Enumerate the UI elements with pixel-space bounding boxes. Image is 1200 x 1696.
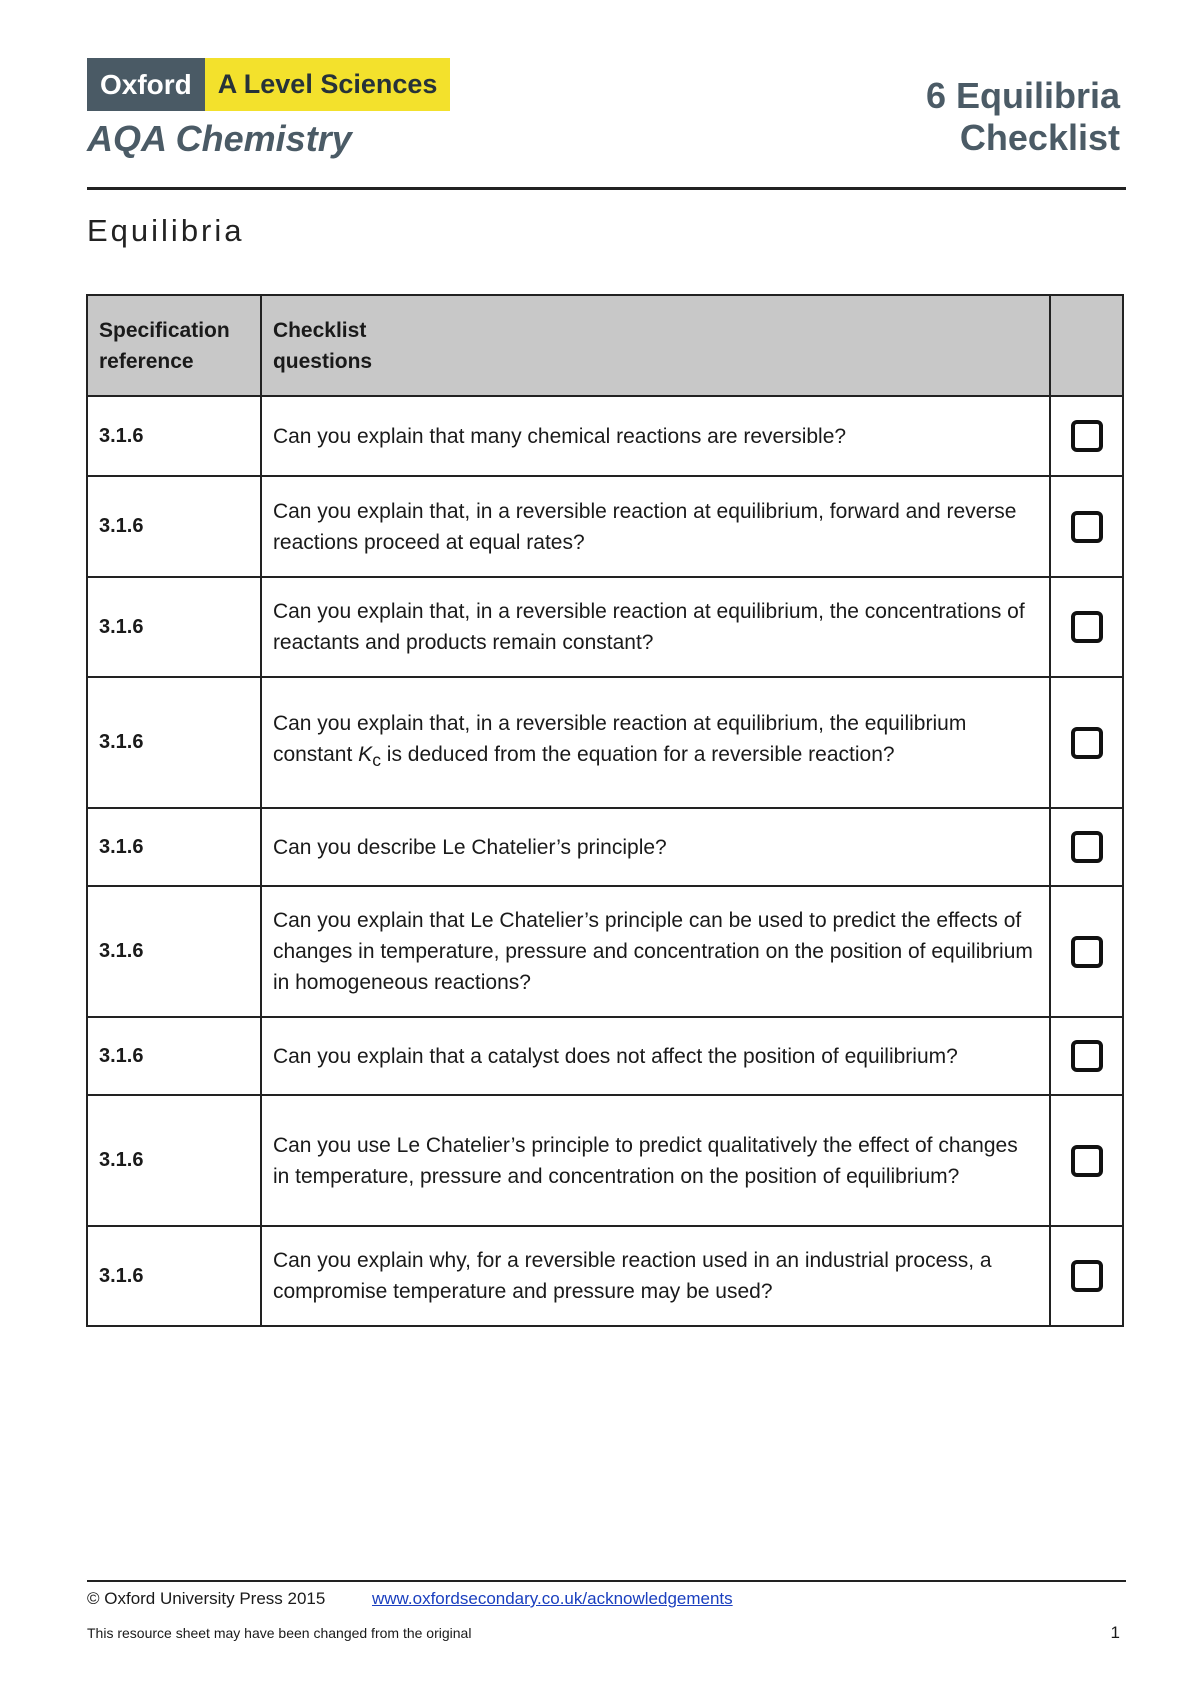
- spec-reference: 3.1.6: [87, 808, 261, 886]
- checklist-question: Can you explain that, in a reversible reaction at equilibrium, the concentrations of reactants and products remain constant?: [261, 577, 1050, 677]
- spec-reference: 3.1.6: [87, 1226, 261, 1326]
- header-spec-line1: Specification: [99, 318, 230, 342]
- publisher-logo: [87, 58, 450, 111]
- checkbox-cell: [1050, 1226, 1123, 1326]
- checklist-question: Can you explain that a catalyst does not affect the position of equilibrium?: [261, 1017, 1050, 1095]
- checkbox[interactable]: [1071, 1260, 1103, 1292]
- header-divider: [87, 187, 1126, 190]
- document-title: [926, 75, 1120, 159]
- section-heading: Equilibria: [87, 213, 245, 248]
- checkbox[interactable]: [1071, 611, 1103, 643]
- spec-reference: 3.1.6: [87, 396, 261, 476]
- table-row: [87, 1017, 1123, 1095]
- checkbox-cell: [1050, 476, 1123, 577]
- copyright-notice: © Oxford University Press 2015: [87, 1589, 326, 1608]
- checkbox[interactable]: [1071, 1040, 1103, 1072]
- checkbox-cell: [1050, 577, 1123, 677]
- spec-reference: 3.1.6: [87, 1095, 261, 1226]
- table-header-row: [87, 295, 1123, 396]
- checkbox[interactable]: [1071, 831, 1103, 863]
- spec-reference: 3.1.6: [87, 677, 261, 808]
- checkbox-cell: [1050, 886, 1123, 1017]
- header-spec-line2: reference: [99, 349, 194, 373]
- spec-reference: 3.1.6: [87, 1017, 261, 1095]
- checklist-question: Can you explain that Le Chatelier’s principle can be used to predict the effects of changes in temperature, pressure and concentration on the position of equilibrium in homogeneous reactions?: [261, 886, 1050, 1017]
- table-row: [87, 577, 1123, 677]
- header-spec-reference: [87, 295, 261, 396]
- checkbox-cell: [1050, 677, 1123, 808]
- kc-subscript: c: [372, 750, 381, 771]
- kc-symbol: K: [358, 743, 373, 767]
- header-check: [1050, 295, 1123, 396]
- checkbox[interactable]: [1071, 511, 1103, 543]
- checkbox-cell: [1050, 1017, 1123, 1095]
- footer-divider: [87, 1580, 1126, 1582]
- checkbox[interactable]: [1071, 936, 1103, 968]
- checkbox[interactable]: [1071, 727, 1103, 759]
- checkbox-cell: [1050, 808, 1123, 886]
- logo-oxford: Oxford: [87, 58, 205, 111]
- spec-reference: 3.1.6: [87, 577, 261, 677]
- checklist-question: Can you explain that, in a reversible reaction at equilibrium, forward and reverse reactions proceed at equal rates?: [261, 476, 1050, 577]
- question-text-pre: Can you explain that, in a reversible reaction at equilibrium, the equilibrium constant: [272, 712, 967, 767]
- question-text-post: is deduced from the equation for a reversible reaction?: [380, 743, 895, 767]
- course-name: AQA Chemistry: [87, 118, 352, 159]
- document-title-line2: Checklist: [959, 117, 1120, 158]
- checklist-question: Can you explain that many chemical reactions are reversible?: [261, 396, 1050, 476]
- header-checklist-questions: [261, 295, 1050, 396]
- table-row: [87, 886, 1123, 1017]
- checklist-question: Can you use Le Chatelier’s principle to predict qualitatively the effect of changes in temperature, pressure and concentration on the position of equilibrium?: [261, 1095, 1050, 1226]
- checkbox[interactable]: [1071, 1145, 1103, 1177]
- checkbox[interactable]: [1071, 420, 1103, 452]
- table-row: [87, 677, 1123, 808]
- checkbox-cell: [1050, 396, 1123, 476]
- header-q-line1: Checklist: [272, 318, 367, 342]
- checklist-question: Can you describe Le Chatelier’s principle?: [261, 808, 1050, 886]
- acknowledgements-link[interactable]: www.oxfordsecondary.co.uk/acknowledgements: [372, 1589, 733, 1608]
- table-row: [87, 396, 1123, 476]
- spec-reference: 3.1.6: [87, 886, 261, 1017]
- checklist-question: [261, 677, 1050, 808]
- disclaimer-text: This resource sheet may have been changed from the original: [87, 1625, 472, 1641]
- checklist-question: Can you explain why, for a reversible reaction used in an industrial process, a compromise temperature and pressure may be used?: [261, 1226, 1050, 1326]
- table-row: [87, 1226, 1123, 1326]
- logo-series: A Level Sciences: [205, 58, 451, 111]
- spec-reference: 3.1.6: [87, 476, 261, 577]
- checkbox-cell: [1050, 1095, 1123, 1226]
- page-number: 1: [1110, 1623, 1120, 1642]
- table-row: [87, 808, 1123, 886]
- checklist-table: [86, 294, 1124, 1327]
- document-title-line1: 6 Equilibria: [925, 75, 1120, 116]
- table-row: [87, 476, 1123, 577]
- table-row: [87, 1095, 1123, 1226]
- header-q-line2: questions: [272, 349, 373, 373]
